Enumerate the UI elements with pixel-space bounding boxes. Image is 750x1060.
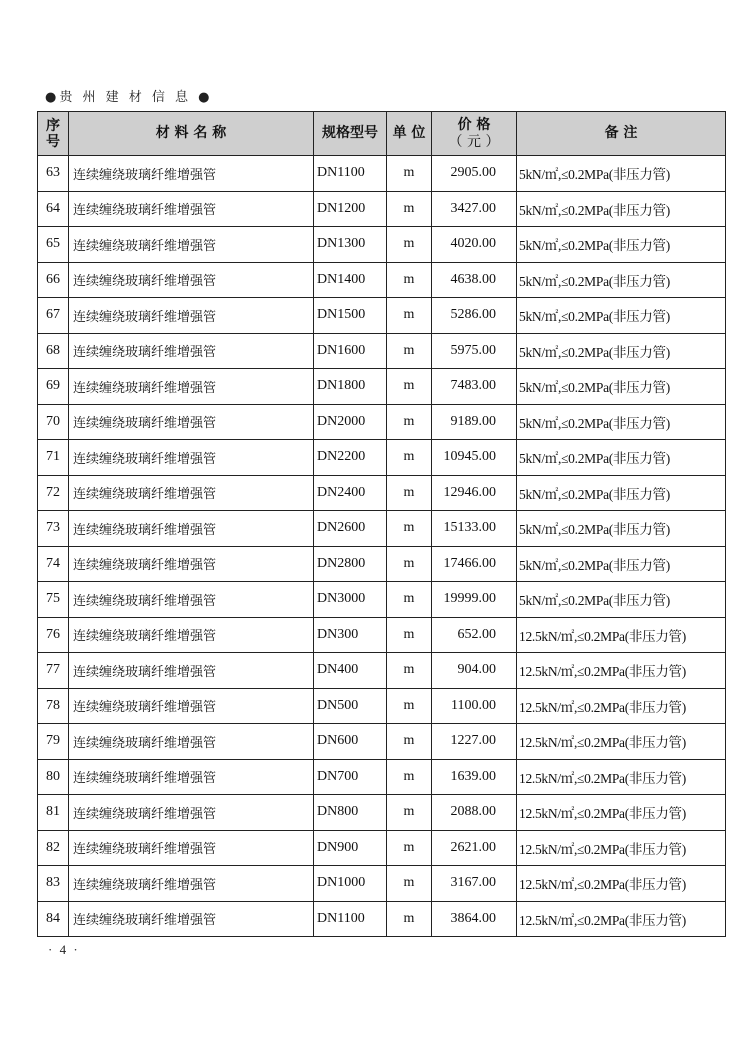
cell-seq: 69 xyxy=(38,369,69,405)
table-row xyxy=(38,191,726,227)
cell-material-name: 连续缠绕玻璃纤维增强管 xyxy=(69,191,314,227)
cell-material-name: 连续缠绕玻璃纤维增强管 xyxy=(69,724,314,760)
cell-material-name: 连续缠绕玻璃纤维增强管 xyxy=(69,866,314,902)
cell-unit: m xyxy=(387,795,432,831)
cell-unit: m xyxy=(387,333,432,369)
cell-material-name: 连续缠绕玻璃纤维增强管 xyxy=(69,262,314,298)
cell-material-name: 连续缠绕玻璃纤维增强管 xyxy=(69,440,314,476)
cell-material-name: 连续缠绕玻璃纤维增强管 xyxy=(69,227,314,263)
cell-spec: DN400 xyxy=(314,653,387,689)
cell-material-name: 连续缠绕玻璃纤维增强管 xyxy=(69,901,314,937)
table-row xyxy=(38,582,726,618)
price-table xyxy=(37,111,726,937)
cell-seq: 63 xyxy=(38,156,69,192)
cell-spec: DN1600 xyxy=(314,333,387,369)
cell-spec: DN500 xyxy=(314,688,387,724)
cell-note: 12.5kN/㎡,≤0.2MPa(非压力管) xyxy=(517,617,726,653)
table-row xyxy=(38,333,726,369)
cell-seq: 74 xyxy=(38,546,69,582)
cell-seq: 84 xyxy=(38,901,69,937)
cell-price: 1100.00 xyxy=(432,688,517,724)
cell-price: 5286.00 xyxy=(432,298,517,334)
cell-price: 15133.00 xyxy=(432,511,517,547)
cell-spec: DN2000 xyxy=(314,404,387,440)
cell-spec: DN2600 xyxy=(314,511,387,547)
table-row xyxy=(38,227,726,263)
cell-seq: 75 xyxy=(38,582,69,618)
cell-spec: DN600 xyxy=(314,724,387,760)
table-row xyxy=(38,795,726,831)
cell-seq: 67 xyxy=(38,298,69,334)
table-row xyxy=(38,440,726,476)
table-row xyxy=(38,369,726,405)
cell-seq: 66 xyxy=(38,262,69,298)
cell-seq: 77 xyxy=(38,653,69,689)
cell-spec: DN1100 xyxy=(314,901,387,937)
cell-spec: DN1200 xyxy=(314,191,387,227)
cell-unit: m xyxy=(387,475,432,511)
header-material-name: 材 料 名 称 xyxy=(69,112,314,156)
header-spec: 规格型号 xyxy=(314,112,387,156)
cell-unit: m xyxy=(387,191,432,227)
cell-unit: m xyxy=(387,617,432,653)
cell-unit: m xyxy=(387,830,432,866)
cell-seq: 76 xyxy=(38,617,69,653)
cell-unit: m xyxy=(387,298,432,334)
cell-unit: m xyxy=(387,582,432,618)
table-row xyxy=(38,404,726,440)
cell-price: 17466.00 xyxy=(432,546,517,582)
cell-unit: m xyxy=(387,759,432,795)
cell-note: 12.5kN/㎡,≤0.2MPa(非压力管) xyxy=(517,795,726,831)
cell-seq: 73 xyxy=(38,511,69,547)
cell-seq: 81 xyxy=(38,795,69,831)
cell-spec: DN1100 xyxy=(314,156,387,192)
cell-note: 5kN/㎡,≤0.2MPa(非压力管) xyxy=(517,440,726,476)
cell-unit: m xyxy=(387,546,432,582)
table-row xyxy=(38,262,726,298)
header-price xyxy=(432,112,517,156)
table-row xyxy=(38,298,726,334)
table-row xyxy=(38,901,726,937)
cell-seq: 71 xyxy=(38,440,69,476)
cell-material-name: 连续缠绕玻璃纤维增强管 xyxy=(69,688,314,724)
header-seq-label: 序号 xyxy=(46,117,60,150)
cell-unit: m xyxy=(387,866,432,902)
cell-note: 5kN/㎡,≤0.2MPa(非压力管) xyxy=(517,369,726,405)
cell-seq: 70 xyxy=(38,404,69,440)
cell-spec: DN3000 xyxy=(314,582,387,618)
table-row xyxy=(38,475,726,511)
cell-price: 4638.00 xyxy=(432,262,517,298)
cell-price: 10945.00 xyxy=(432,440,517,476)
cell-seq: 82 xyxy=(38,830,69,866)
cell-price: 3427.00 xyxy=(432,191,517,227)
cell-unit: m xyxy=(387,724,432,760)
table-row xyxy=(38,511,726,547)
cell-price: 2905.00 xyxy=(432,156,517,192)
cell-note: 5kN/㎡,≤0.2MPa(非压力管) xyxy=(517,582,726,618)
cell-spec: DN1500 xyxy=(314,298,387,334)
cell-note: 12.5kN/㎡,≤0.2MPa(非压力管) xyxy=(517,653,726,689)
cell-unit: m xyxy=(387,404,432,440)
cell-spec: DN1400 xyxy=(314,262,387,298)
table-body xyxy=(38,156,726,937)
cell-note: 12.5kN/㎡,≤0.2MPa(非压力管) xyxy=(517,688,726,724)
cell-spec: DN900 xyxy=(314,830,387,866)
cell-price: 2621.00 xyxy=(432,830,517,866)
table-row xyxy=(38,866,726,902)
cell-unit: m xyxy=(387,156,432,192)
cell-seq: 64 xyxy=(38,191,69,227)
cell-unit: m xyxy=(387,440,432,476)
cell-note: 5kN/㎡,≤0.2MPa(非压力管) xyxy=(517,475,726,511)
cell-price: 1227.00 xyxy=(432,724,517,760)
cell-material-name: 连续缠绕玻璃纤维增强管 xyxy=(69,298,314,334)
cell-seq: 68 xyxy=(38,333,69,369)
header-note: 备 注 xyxy=(517,112,726,156)
cell-note: 5kN/㎡,≤0.2MPa(非压力管) xyxy=(517,298,726,334)
cell-price: 904.00 xyxy=(432,653,517,689)
cell-material-name: 连续缠绕玻璃纤维增强管 xyxy=(69,830,314,866)
cell-material-name: 连续缠绕玻璃纤维增强管 xyxy=(69,653,314,689)
cell-unit: m xyxy=(387,511,432,547)
cell-material-name: 连续缠绕玻璃纤维增强管 xyxy=(69,404,314,440)
cell-spec: DN800 xyxy=(314,795,387,831)
cell-material-name: 连续缠绕玻璃纤维增强管 xyxy=(69,475,314,511)
cell-unit: m xyxy=(387,688,432,724)
cell-note: 12.5kN/㎡,≤0.2MPa(非压力管) xyxy=(517,830,726,866)
cell-note: 12.5kN/㎡,≤0.2MPa(非压力管) xyxy=(517,759,726,795)
cell-spec: DN2200 xyxy=(314,440,387,476)
publication-header: ●贵 州 建 材 信 息 ● xyxy=(45,90,213,105)
cell-unit: m xyxy=(387,369,432,405)
cell-price: 9189.00 xyxy=(432,404,517,440)
cell-unit: m xyxy=(387,653,432,689)
cell-price: 2088.00 xyxy=(432,795,517,831)
cell-material-name: 连续缠绕玻璃纤维增强管 xyxy=(69,546,314,582)
cell-spec: DN1300 xyxy=(314,227,387,263)
header-seq xyxy=(38,112,69,156)
cell-spec: DN2800 xyxy=(314,546,387,582)
cell-note: 12.5kN/㎡,≤0.2MPa(非压力管) xyxy=(517,866,726,902)
header-price-line2: （ 元 ） xyxy=(448,133,500,150)
cell-price: 19999.00 xyxy=(432,582,517,618)
page-number: · 4 · xyxy=(48,942,80,957)
cell-material-name: 连续缠绕玻璃纤维增强管 xyxy=(69,759,314,795)
cell-seq: 65 xyxy=(38,227,69,263)
cell-material-name: 连续缠绕玻璃纤维增强管 xyxy=(69,617,314,653)
cell-spec: DN1800 xyxy=(314,369,387,405)
table-row xyxy=(38,830,726,866)
table-row xyxy=(38,617,726,653)
cell-price: 12946.00 xyxy=(432,475,517,511)
cell-note: 5kN/㎡,≤0.2MPa(非压力管) xyxy=(517,404,726,440)
cell-spec: DN700 xyxy=(314,759,387,795)
cell-note: 5kN/㎡,≤0.2MPa(非压力管) xyxy=(517,156,726,192)
cell-price: 5975.00 xyxy=(432,333,517,369)
cell-price: 652.00 xyxy=(432,617,517,653)
cell-note: 12.5kN/㎡,≤0.2MPa(非压力管) xyxy=(517,901,726,937)
table-row xyxy=(38,156,726,192)
cell-material-name: 连续缠绕玻璃纤维增强管 xyxy=(69,156,314,192)
table-header-row xyxy=(38,112,726,156)
cell-price: 4020.00 xyxy=(432,227,517,263)
cell-seq: 80 xyxy=(38,759,69,795)
cell-spec: DN1000 xyxy=(314,866,387,902)
cell-note: 5kN/㎡,≤0.2MPa(非压力管) xyxy=(517,262,726,298)
cell-price: 7483.00 xyxy=(432,369,517,405)
cell-material-name: 连续缠绕玻璃纤维增强管 xyxy=(69,795,314,831)
cell-material-name: 连续缠绕玻璃纤维增强管 xyxy=(69,369,314,405)
cell-price: 3167.00 xyxy=(432,866,517,902)
cell-seq: 78 xyxy=(38,688,69,724)
cell-spec: DN300 xyxy=(314,617,387,653)
cell-seq: 79 xyxy=(38,724,69,760)
table-row xyxy=(38,688,726,724)
table-row xyxy=(38,724,726,760)
table-row xyxy=(38,546,726,582)
cell-unit: m xyxy=(387,227,432,263)
cell-note: 5kN/㎡,≤0.2MPa(非压力管) xyxy=(517,546,726,582)
cell-unit: m xyxy=(387,901,432,937)
cell-unit: m xyxy=(387,262,432,298)
cell-note: 5kN/㎡,≤0.2MPa(非压力管) xyxy=(517,227,726,263)
header-unit: 单 位 xyxy=(387,112,432,156)
cell-note: 5kN/㎡,≤0.2MPa(非压力管) xyxy=(517,333,726,369)
cell-note: 5kN/㎡,≤0.2MPa(非压力管) xyxy=(517,511,726,547)
table-row xyxy=(38,653,726,689)
cell-material-name: 连续缠绕玻璃纤维增强管 xyxy=(69,582,314,618)
cell-note: 5kN/㎡,≤0.2MPa(非压力管) xyxy=(517,191,726,227)
cell-seq: 83 xyxy=(38,866,69,902)
table-row xyxy=(38,759,726,795)
cell-price: 3864.00 xyxy=(432,901,517,937)
cell-seq: 72 xyxy=(38,475,69,511)
cell-spec: DN2400 xyxy=(314,475,387,511)
cell-material-name: 连续缠绕玻璃纤维增强管 xyxy=(69,333,314,369)
header-price-line1: 价 格 xyxy=(457,116,491,133)
cell-note: 12.5kN/㎡,≤0.2MPa(非压力管) xyxy=(517,724,726,760)
cell-material-name: 连续缠绕玻璃纤维增强管 xyxy=(69,511,314,547)
cell-price: 1639.00 xyxy=(432,759,517,795)
